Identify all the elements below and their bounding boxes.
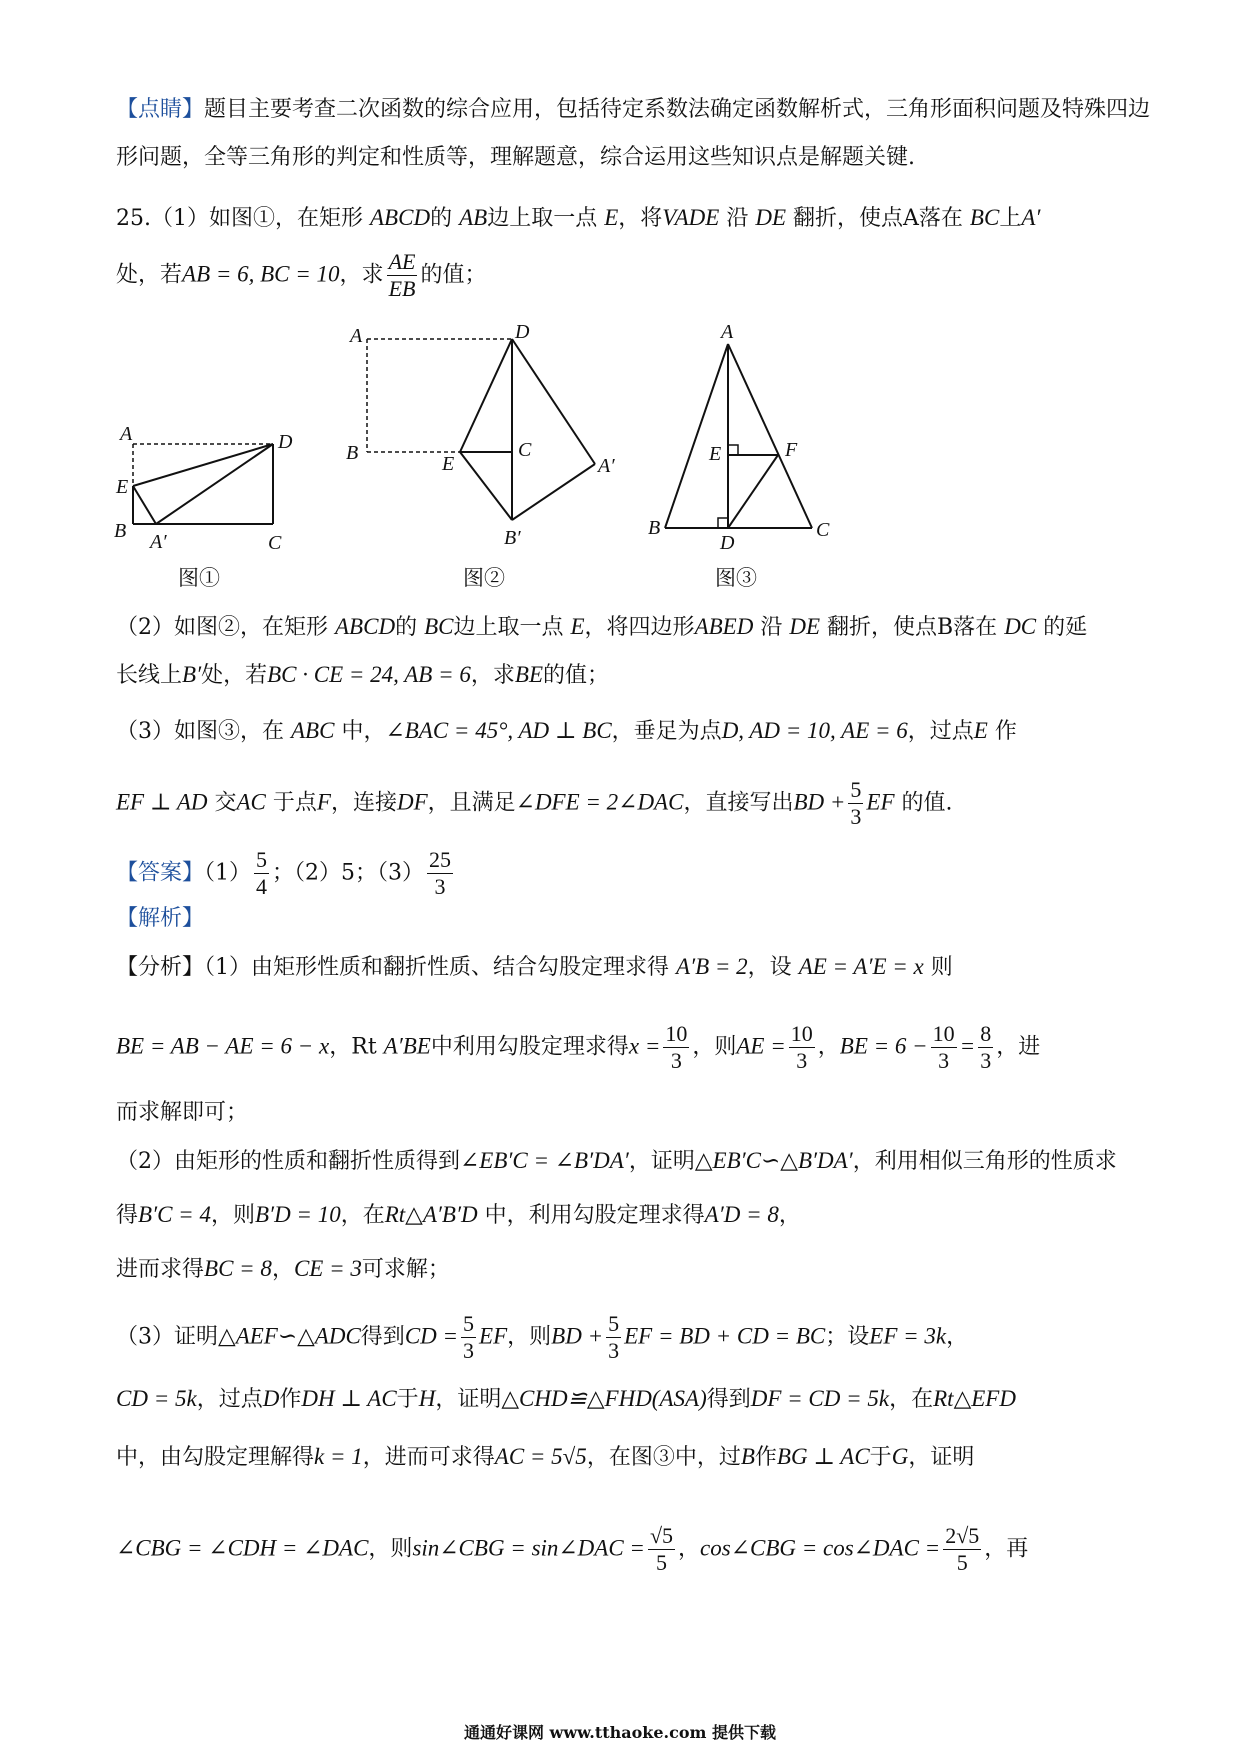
label-b: B (648, 517, 661, 539)
text: （1）由矩形性质和翻折性质、结合勾股定理求得 (204, 955, 670, 980)
text: 于 (396, 1387, 419, 1412)
math: Rt△EFD (933, 1386, 1016, 1411)
denominator: EB (388, 276, 416, 301)
math: BE (514, 662, 544, 687)
text: ，在图③中，过 (586, 1445, 741, 1470)
math: DE (789, 614, 821, 639)
label-b: B (346, 442, 359, 464)
text: ，证明 (908, 1445, 975, 1470)
denominator: 3 (463, 1338, 475, 1363)
label-c: C (518, 439, 532, 461)
analysis-line-2 (116, 1022, 1140, 1073)
text: ，再 (984, 1536, 1029, 1562)
numerator: 5 (463, 1311, 475, 1336)
text: 而求解即可； (116, 1100, 249, 1125)
text: 作 (754, 1445, 777, 1470)
text: 沿 (760, 615, 783, 640)
label-e: E (442, 453, 455, 475)
fraction (931, 1022, 957, 1073)
math: ABC (291, 718, 335, 743)
text: ， (678, 1536, 701, 1562)
caption-figure-1: 图① (178, 566, 220, 590)
denominator: 3 (670, 1048, 682, 1073)
math: EF (479, 1323, 508, 1349)
text: 的值； (543, 663, 610, 688)
text: 得到 (706, 1387, 751, 1412)
text: 形问题，全等三角形的判定和性质等，理解题意，综合运用这些知识点是解题关键. (116, 145, 915, 170)
jiexi-line (116, 904, 1140, 934)
math: BG ⊥ AC (776, 1444, 870, 1469)
denominator: 4 (256, 874, 268, 899)
text: （3）证明 (116, 1324, 218, 1350)
text: ，证明 (435, 1387, 502, 1412)
math: DH ⊥ AC (301, 1386, 397, 1411)
label-c: C (816, 519, 830, 541)
label-a: A (721, 321, 734, 343)
numerator: 10 (932, 1021, 955, 1046)
math: ABED (694, 614, 754, 639)
fraction-ae-eb (387, 250, 418, 301)
text: ，则 (507, 1324, 552, 1350)
text: 翻折，使点B落在 (827, 615, 998, 640)
denominator: 3 (608, 1338, 620, 1363)
math: EF ⊥ AD (116, 789, 208, 815)
text: ，利用相似三角形的性质求 (852, 1149, 1117, 1174)
analysis-tag: 【分析】 (116, 955, 205, 980)
text: ，直接写出 (683, 790, 794, 816)
math: E (570, 614, 585, 639)
math: CD = (404, 1323, 459, 1349)
answer-fraction-3 (427, 848, 453, 899)
fraction-2sqrt5-5 (943, 1524, 981, 1575)
dianjing-line-1 (116, 95, 1151, 125)
text: ，进 (996, 1034, 1041, 1060)
text: （1） (204, 860, 252, 886)
math: G (891, 1444, 909, 1469)
math: AE = (736, 1033, 786, 1059)
label-d: D (720, 532, 735, 554)
math: E (604, 205, 619, 230)
label-d: D (278, 431, 293, 453)
text: ，Rt (329, 1034, 377, 1060)
math: ∠CBG = ∠CDH = ∠DAC (116, 1535, 369, 1561)
text: ，过点 (196, 1387, 263, 1412)
label-c: C (268, 532, 282, 554)
label-b-prime: B′ (504, 527, 521, 549)
text: ，则 (210, 1203, 255, 1228)
text: ，在 (889, 1387, 934, 1412)
math: x = (628, 1033, 661, 1059)
math: EF = 3k (869, 1323, 947, 1349)
math: AC = 5√5 (494, 1444, 587, 1469)
math: △EB′C∽△B′DA′ (694, 1148, 853, 1173)
text: 中，利用勾股定理求得 (484, 1203, 705, 1228)
math: cos∠CBG = cos∠DAC = (700, 1535, 941, 1561)
text: 边上取一点 (453, 615, 564, 640)
figure-1 (110, 420, 293, 555)
text: ，连接 (330, 790, 397, 816)
fraction (663, 1022, 689, 1073)
fraction-5-3 (848, 778, 863, 829)
answer-tag: 【答案】 (116, 860, 205, 886)
math: D (262, 1386, 280, 1411)
q25-line-4 (116, 660, 1140, 691)
q25-line-2 (116, 250, 1140, 301)
math: Rt△A′B′D (384, 1202, 478, 1227)
text: 于点 (272, 790, 317, 816)
math: ABCD (335, 614, 396, 639)
text: 可求解； (361, 1257, 450, 1282)
numerator: 25 (429, 847, 452, 872)
numerator: 10 (665, 1021, 688, 1046)
text: 于 (869, 1445, 892, 1470)
text: 沿 (726, 206, 749, 231)
text: ， (817, 1034, 840, 1060)
analysis-line-7 (116, 1312, 1140, 1363)
text: ；（2）5；（3） (272, 860, 425, 886)
math: EF (866, 789, 895, 815)
math: DF (396, 789, 428, 815)
math: B′C = 4 (138, 1202, 211, 1227)
math: A′BE (383, 1033, 431, 1059)
numerator: 5 (608, 1311, 620, 1336)
math: BC (424, 614, 454, 639)
fraction (978, 1022, 993, 1073)
denominator: 3 (434, 874, 446, 899)
text: 上 (999, 206, 1022, 231)
label-a-prime: A′ (598, 455, 615, 477)
fraction-5-3 (606, 1312, 621, 1363)
text: ，进而可求得 (362, 1445, 495, 1470)
math: BD + (551, 1323, 604, 1349)
math: ∠EB′C = ∠B′DA′ (460, 1148, 629, 1173)
text: 的值； (420, 262, 487, 288)
math: BC = 8 (204, 1256, 272, 1281)
text: ， (271, 1257, 294, 1282)
text: ，将 (618, 206, 663, 231)
text: 中，由勾股定理解得 (116, 1445, 315, 1470)
text: 的延 (1043, 615, 1088, 640)
numerator: 10 (790, 1021, 813, 1046)
q25-line-5 (116, 716, 1140, 747)
analysis-line-3 (116, 1098, 1140, 1128)
math: AE = A′E = x (798, 954, 924, 979)
text: 中， (341, 719, 386, 744)
label-e: E (116, 476, 129, 498)
analysis-line-8 (116, 1384, 1140, 1415)
caption-figure-3: 图③ (715, 566, 757, 590)
math: ∠BAC = 45°, AD ⊥ BC (385, 718, 612, 743)
text: ；设 (825, 1324, 870, 1350)
text: 的 (430, 206, 453, 231)
math: ∠DFE = 2∠DAC (515, 789, 684, 815)
text: 中利用勾股定理求得 (430, 1034, 629, 1060)
text: ，将四边形 (584, 615, 695, 640)
text: 作 (994, 719, 1017, 744)
numerator: 5 (850, 777, 862, 802)
math: ABCD (370, 205, 431, 230)
label-d: D (515, 321, 530, 343)
analysis-line-1 (116, 952, 1140, 983)
denominator: 5 (655, 1550, 667, 1575)
math: BC · CE = 24, AB = 6 (267, 662, 471, 687)
dianjing-tag: 【点睛】 (116, 97, 205, 122)
math: B (740, 1444, 755, 1469)
math: BD + (793, 789, 846, 815)
math: △CHD≌△FHD(ASA) (501, 1386, 707, 1411)
math: AB (459, 205, 488, 230)
text: 处，若 (201, 663, 268, 688)
denominator: 3 (938, 1048, 950, 1073)
math: F (316, 789, 331, 815)
math: BE = AB − AE = 6 − x (116, 1033, 330, 1059)
math: sin∠CBG = sin∠DAC = (412, 1535, 645, 1561)
math: D, AD = 10, AE = 6 (721, 718, 908, 743)
text: ， (946, 1324, 969, 1350)
text: 处，若 (116, 262, 183, 288)
numerator: 2√5 (945, 1523, 980, 1548)
analysis-line-5 (116, 1200, 1140, 1231)
text: ，设 (747, 955, 792, 980)
fraction-5-3 (461, 1312, 476, 1363)
label-b: B (114, 520, 127, 542)
numerator: 5 (256, 847, 268, 872)
denominator: 3 (850, 804, 862, 829)
q25-line-3 (116, 612, 1140, 643)
denominator: 3 (796, 1048, 808, 1073)
fraction-sqrt5-5 (648, 1524, 675, 1575)
math: DC (1004, 614, 1037, 639)
text: ，求 (339, 262, 384, 288)
math: = (959, 1033, 976, 1059)
math: A′ (1021, 205, 1041, 230)
analysis-line-4 (116, 1146, 1140, 1177)
math: H (418, 1386, 436, 1411)
math: A′D = 8 (704, 1202, 779, 1227)
dianjing-line-2 (116, 143, 1140, 173)
math: A′B = 2 (676, 954, 748, 979)
numerator: AE (388, 249, 416, 274)
text: 则 (930, 955, 953, 980)
text: ，过点 (907, 719, 974, 744)
text: ，则 (692, 1034, 737, 1060)
label-e: E (709, 443, 722, 465)
text: 得到 (360, 1324, 405, 1350)
label-f: F (785, 439, 798, 461)
jiexi-tag: 【解析】 (116, 906, 205, 931)
math: CD = 5k (116, 1386, 197, 1411)
text: （2）如图②，在矩形 (116, 615, 328, 640)
q25-line-1 (116, 203, 1140, 234)
text: ，则 (368, 1536, 413, 1562)
math: VADE (662, 205, 720, 230)
q25-line-6 (116, 778, 1140, 829)
math: B′ (182, 662, 202, 687)
footer: 通通好课网 www.tthaoke.com 提供下载 (463, 1723, 777, 1742)
label-a: A (120, 423, 133, 445)
math: k = 1 (314, 1444, 363, 1469)
math: AB = 6, BC = 10 (182, 261, 340, 287)
text: 题目主要考查二次函数的综合应用，包括待定系数法确定函数解析式，三角形面积问题及特殊四边 (204, 97, 1151, 122)
math: AC (236, 789, 266, 815)
numerator: √5 (649, 1523, 674, 1548)
text: 作 (279, 1387, 302, 1412)
math: B′D = 10 (254, 1202, 341, 1227)
math: △AEF∽△ADC (218, 1323, 361, 1349)
text: 翻折，使点A落在 (793, 206, 963, 231)
denominator: 5 (956, 1550, 968, 1575)
text: （2）由矩形的性质和翻折性质得到 (116, 1149, 460, 1174)
answer-line (116, 848, 1140, 899)
math: BE = 6 − (839, 1033, 928, 1059)
text: 的值. (901, 790, 953, 816)
answer-fraction-1 (254, 848, 269, 899)
text: 进而求得 (116, 1257, 205, 1282)
figure-2 (340, 318, 630, 558)
analysis-line-9 (116, 1442, 1140, 1473)
text: 长线上 (116, 663, 183, 688)
math: EF = BD + CD = BC (624, 1323, 826, 1349)
analysis-line-10 (116, 1524, 1140, 1575)
text: （3）如图③，在 (116, 719, 284, 744)
figure-3 (640, 318, 850, 558)
fraction (789, 1022, 815, 1073)
text: ，在 (340, 1203, 385, 1228)
text: ，且满足 (427, 790, 516, 816)
math: E (973, 718, 988, 743)
caption-figure-2: 图② (463, 566, 505, 590)
text: 的 (395, 615, 418, 640)
text: 边上取一点 (487, 206, 598, 231)
label-a: A (350, 325, 363, 347)
math: DF = CD = 5k (750, 1386, 890, 1411)
denominator: 3 (980, 1048, 992, 1073)
label-a-prime: A′ (150, 531, 167, 553)
math: DE (755, 205, 787, 230)
numerator: 8 (980, 1021, 992, 1046)
text: 得 (116, 1203, 139, 1228)
math: CE = 3 (293, 1256, 362, 1281)
text: ，垂足为点 (611, 719, 722, 744)
text: 25.（1）如图①，在矩形 (116, 206, 363, 231)
text: ， (778, 1203, 801, 1228)
analysis-line-6 (116, 1254, 1140, 1285)
text: ，证明 (628, 1149, 695, 1174)
math: BC (969, 205, 1000, 230)
text: ，求 (470, 663, 515, 688)
text: 交 (214, 790, 237, 816)
